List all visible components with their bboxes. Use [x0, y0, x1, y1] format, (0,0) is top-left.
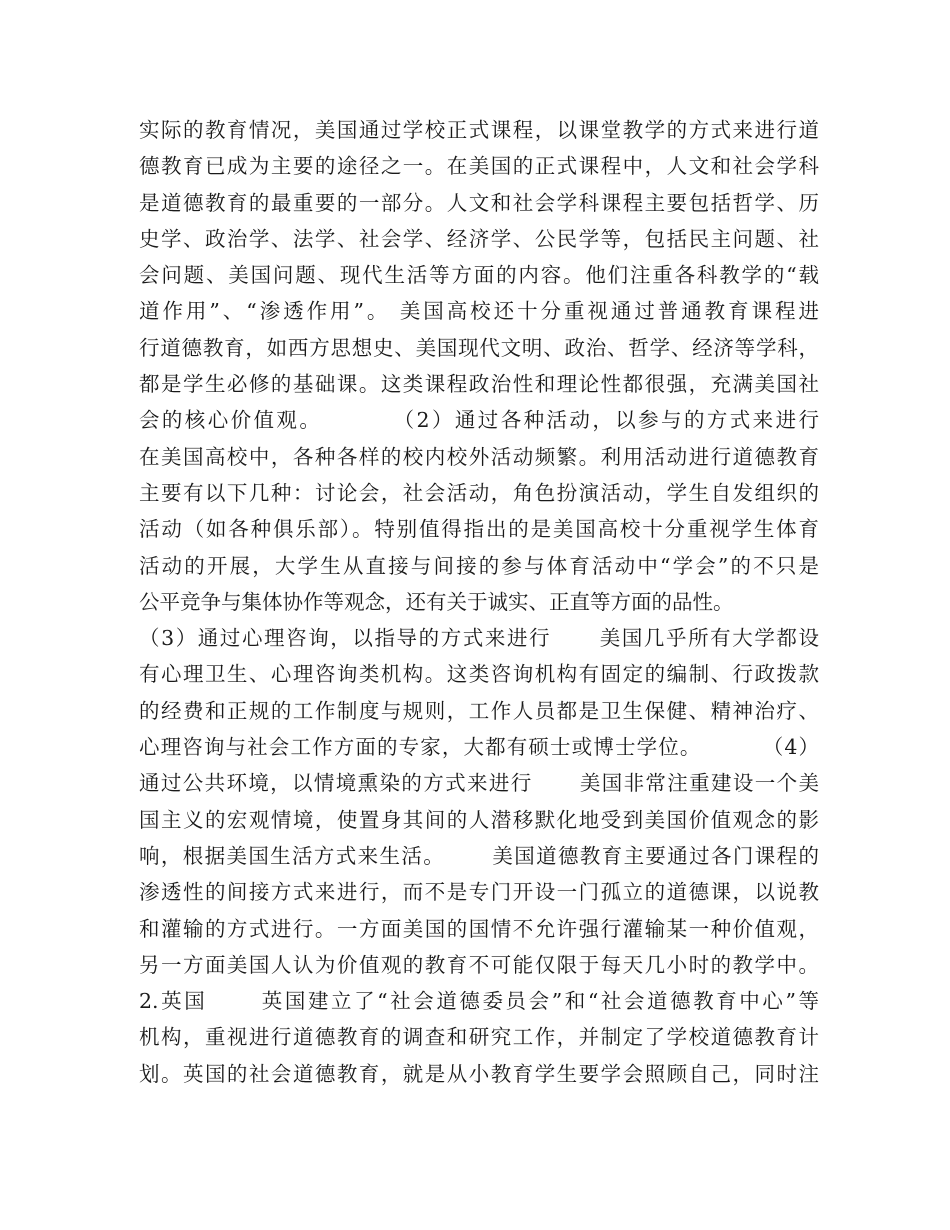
text-line: 公平竞争与集体协作等观念，还有关于诚实、正直等方面的品性。 — [139, 589, 734, 614]
text-line: 都是学生必修的基础课。这类课程政治性和理论性都很强，充满美国社 — [139, 372, 819, 397]
text-line: 德教育已成为主要的途径之一。在美国的正式课程中，人文和社会学科 — [139, 154, 819, 179]
text-line: 道作用”、“渗透作用”。 美国高校还十分重视通过普通教育课程进 — [139, 299, 819, 324]
text-line: 2.英国 英国建立了“社会道德委员会”和“社会道德教育中心”等 — [139, 989, 819, 1014]
text-line: 是道德教育的最重要的一部分。人文和社会学科课程主要包括哲学、历 — [139, 190, 819, 215]
text-line: 划。英国的社会道德教育，就是从小教育学生要学会照顾自己，同时注 — [139, 1061, 819, 1086]
body-text — [139, 112, 819, 1092]
text-line: 行道德教育，如西方思想史、美国现代文明、政治、哲学、经济等学科， — [139, 335, 819, 360]
text-line: 响，根据美国生活方式来生活。 美国道德教育主要通过各门课程的 — [139, 843, 819, 868]
text-line: 另一方面美国人认为价值观的教育不可能仅限于每天几小时的教学中。 — [139, 952, 819, 977]
text-line: 和灌输的方式进行。一方面美国的国情不允许强行灌输某一种价值观， — [139, 916, 819, 941]
text-line: 主要有以下几种：讨论会，社会活动，角色扮演活动，学生自发组织的 — [139, 480, 819, 505]
text-line: 心理咨询与社会工作方面的专家，大都有硕士或博士学位。 （4） — [139, 735, 819, 760]
text-line: 会的核心价值观。 （2）通过各种活动，以参与的方式来进行 — [139, 408, 819, 433]
text-line: 渗透性的间接方式来进行，而不是专门开设一门孤立的道德课，以说教 — [139, 880, 819, 905]
text-line: 通过公共环境，以情境熏染的方式来进行 美国非常注重建设一个美 — [139, 771, 819, 796]
text-line: 机构，重视进行道德教育的调查和研究工作，并制定了学校道德教育计 — [139, 1025, 819, 1050]
text-line: 活动（如各种俱乐部）。特别值得指出的是美国高校十分重视学生体育 — [139, 517, 819, 542]
text-line: 有心理卫生、心理咨询类机构。这类咨询机构有固定的编制、行政拨款 — [139, 662, 819, 687]
text-line: 会问题、美国问题、现代生活等方面的内容。他们注重各科教学的“载 — [139, 263, 819, 288]
text-line: 国主义的宏观情境，使置身其间的人潜移默化地受到美国价值观念的影 — [139, 807, 819, 832]
text-line: 活动的开展，大学生从直接与间接的参与体育活动中“学会”的不只是 — [139, 553, 819, 578]
text-line: 在美国高校中，各种各样的校内校外活动频繁。利用活动进行道德教育 — [139, 444, 819, 469]
text-line: 实际的教育情况，美国通过学校正式课程，以课堂教学的方式来进行道 — [139, 118, 819, 142]
text-line: 的经费和正规的工作制度与规则，工作人员都是卫生保健、精神治疗、 — [139, 698, 819, 723]
text-line: （3）通过心理咨询，以指导的方式来进行 美国几乎所有大学都设 — [139, 626, 819, 651]
text-line: 史学、政治学、法学、社会学、经济学、公民学等，包括民主问题、社 — [139, 226, 819, 251]
